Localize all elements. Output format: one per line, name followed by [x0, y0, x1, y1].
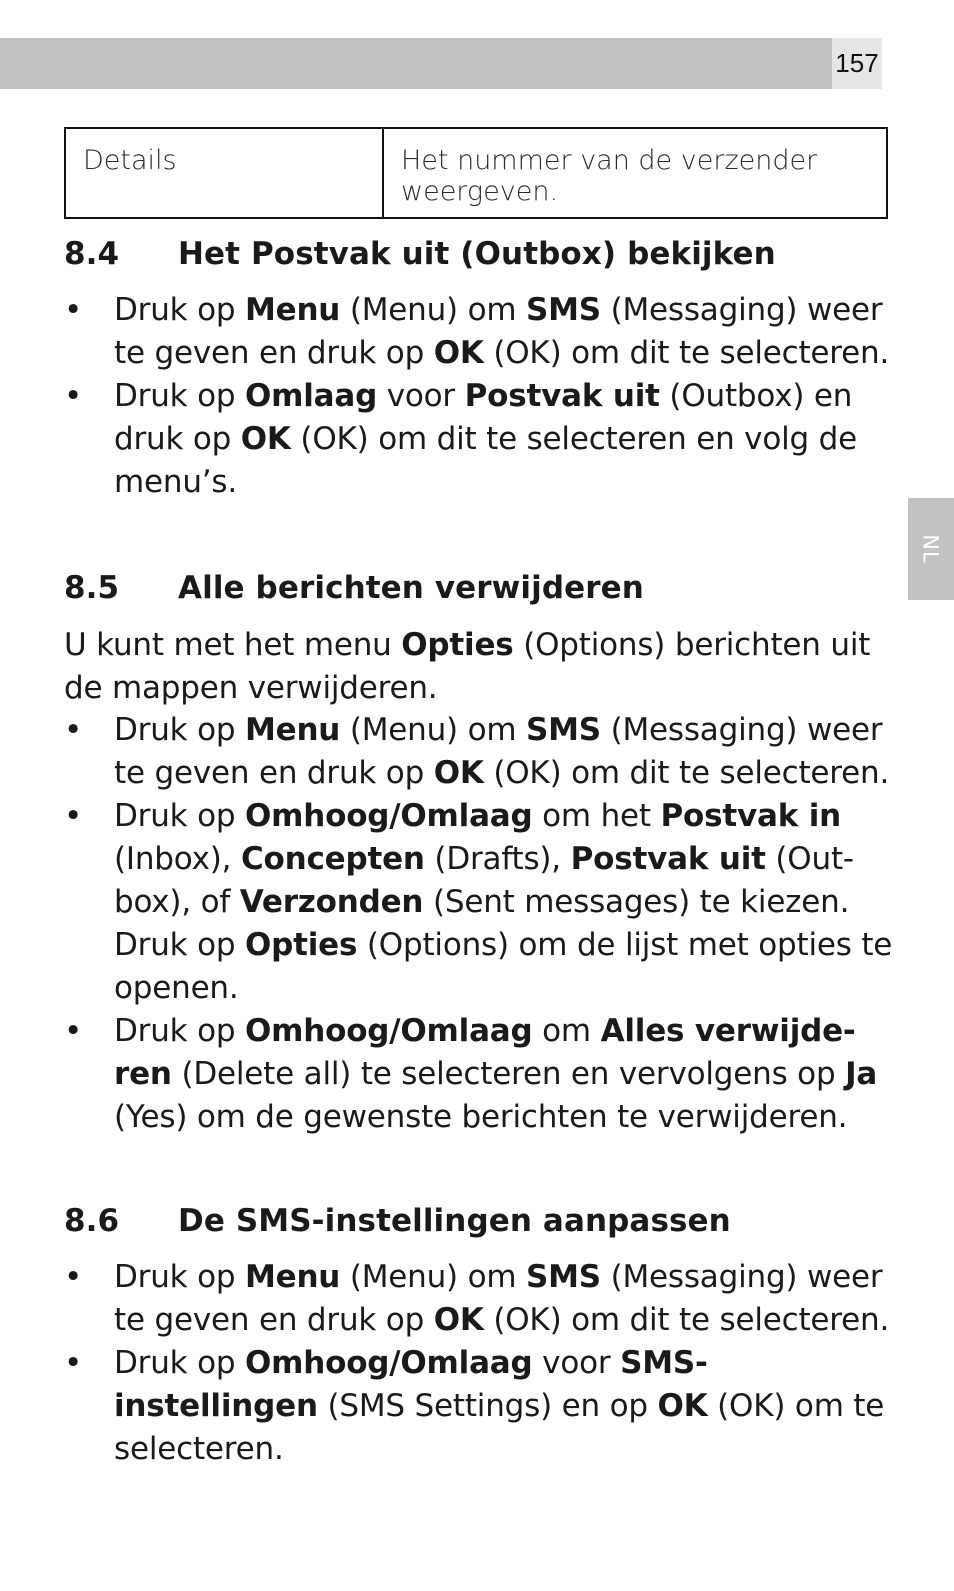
language-tab — [908, 498, 954, 600]
text-run: (Menu) om — [340, 712, 527, 748]
bold-term: Postvak uit — [570, 841, 766, 877]
bullet-icon: • — [64, 798, 83, 834]
text-run: (Delete all) te selecteren en vervolgens op — [171, 1056, 846, 1092]
text-run: (Outbox) en druk op — [114, 378, 853, 457]
section-number: 8.6 — [64, 1203, 120, 1239]
list-item — [64, 289, 904, 375]
bold-term: SMS — [526, 712, 601, 748]
details-table — [64, 127, 888, 219]
bullet-list-8-5 — [64, 709, 904, 1139]
page-number: 157 — [832, 38, 882, 89]
bullet-icon: • — [64, 1345, 83, 1381]
text-run: (Options) om de lijst met opties te openen. — [114, 927, 893, 1006]
table-row — [65, 128, 887, 218]
text-run: (Yes) om de gewenste berichten te verwijderen. — [114, 1099, 848, 1135]
text-run: (Menu) om — [340, 292, 527, 328]
bullet-list-8-6 — [64, 1256, 904, 1471]
bold-term: Omhoog/Omlaag — [244, 1345, 533, 1381]
text-run: om het — [532, 798, 661, 834]
list-item — [64, 375, 904, 504]
list-item — [64, 795, 904, 1010]
text-run: (Messaging) weer te geven en druk op — [114, 292, 883, 371]
text-run: voor — [532, 1345, 621, 1381]
bold-term: Opties — [401, 627, 514, 663]
bold-term: SMS — [526, 292, 601, 328]
text-run: Druk op — [114, 378, 245, 414]
section-intro-8-5 — [64, 624, 914, 710]
bold-term: Menu — [244, 712, 341, 748]
section-heading: Alle berichten verwijderen — [178, 570, 644, 606]
language-tab-label: NL — [918, 534, 943, 564]
bold-term: Omlaag — [244, 378, 378, 414]
bold-term: Ja — [845, 1056, 878, 1092]
bold-term: OK — [433, 1302, 484, 1338]
bold-term: OK — [433, 755, 484, 791]
text-run: (Menu) om — [340, 1259, 527, 1295]
text-run: voor — [377, 378, 465, 414]
text-run: (OK) om dit te selecteren. — [483, 335, 890, 371]
bold-term: Verzonden — [239, 884, 424, 920]
text-run: (Messaging) weer te geven en druk op — [114, 1259, 883, 1338]
text-run: Druk op — [114, 1259, 245, 1295]
text-run: (SMS Settings) en op — [317, 1388, 658, 1424]
text-run: Druk op — [114, 1345, 245, 1381]
section-heading: De SMS-instellingen aanpassen — [178, 1203, 731, 1239]
section-title-8-4 — [64, 236, 776, 272]
bullet-icon: • — [64, 292, 83, 328]
text-run: (Drafts), — [424, 841, 571, 877]
section-title-8-5 — [64, 570, 644, 606]
bullet-icon: • — [64, 378, 83, 414]
bold-term: Postvak uit — [464, 378, 660, 414]
text-run: U kunt met het menu — [64, 627, 402, 663]
text-run: (OK) om dit te selecteren. — [483, 1302, 890, 1338]
section-heading: Het Postvak uit (Outbox) bekijken — [178, 236, 776, 272]
bold-term: Postvak in — [660, 798, 842, 834]
section-title-8-6 — [64, 1203, 731, 1239]
bullet-icon: • — [64, 712, 83, 748]
bold-term: OK — [433, 335, 484, 371]
text-run: Druk op — [114, 712, 245, 748]
bullet-list-8-4 — [64, 289, 904, 504]
bold-term: SMS — [526, 1259, 601, 1295]
bold-term: Alles verwijde-ren — [114, 1013, 856, 1092]
bold-term: Omhoog/Omlaag — [244, 798, 533, 834]
section-number: 8.4 — [64, 236, 120, 272]
text-run: (OK) om dit te selecteren en volg de menu’s. — [114, 421, 857, 500]
text-run: Druk op — [114, 292, 245, 328]
text-run: (Messaging) weer te geven en druk op — [114, 712, 883, 791]
bold-term: SMS-instellingen — [114, 1345, 708, 1424]
bold-term: OK — [657, 1388, 708, 1424]
header-bar — [0, 38, 832, 89]
text-run: (OK) om te selecteren. — [114, 1388, 885, 1467]
bullet-icon: • — [64, 1013, 83, 1049]
bold-term: Menu — [244, 1259, 341, 1295]
table-cell-label: Details — [65, 128, 383, 218]
list-item — [64, 1256, 904, 1342]
list-item — [64, 1010, 904, 1139]
bold-term: OK — [240, 421, 291, 457]
list-item — [64, 1342, 904, 1471]
bold-term: Omhoog/Omlaag — [244, 1013, 533, 1049]
section-number: 8.5 — [64, 570, 120, 606]
bold-term: Concepten — [240, 841, 425, 877]
bold-term: Opties — [244, 927, 358, 963]
text-run: Druk op — [114, 1013, 245, 1049]
table-cell-value: Het nummer van de verzender weergeven. — [383, 128, 887, 218]
text-run: (Sent messages) te kiezen. Druk op — [114, 884, 850, 963]
text-run: (Out-box), of — [114, 841, 854, 920]
bullet-icon: • — [64, 1259, 83, 1295]
text-run: om — [532, 1013, 601, 1049]
list-item — [64, 709, 904, 795]
text-run: (Options) berichten uit de mappen verwijderen. — [64, 627, 871, 706]
text-run: (OK) om dit te selecteren. — [483, 755, 890, 791]
bold-term: Menu — [244, 292, 341, 328]
text-run: Druk op — [114, 798, 245, 834]
text-run: (Inbox), — [114, 841, 241, 877]
